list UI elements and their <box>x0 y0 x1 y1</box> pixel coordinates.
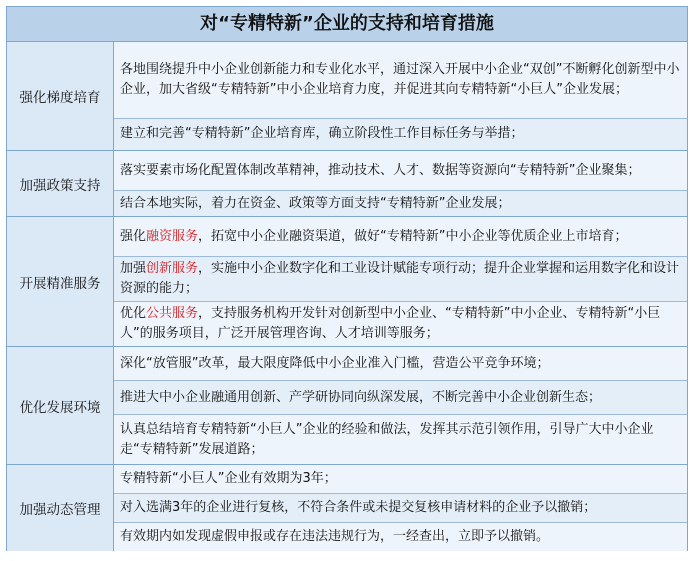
category-label: 加强动态管理 <box>7 465 114 551</box>
measure-item: 强化融资服务，拓宽中小企业融资渠道，做好“专精特新”中小企业等优质企业上市培育； <box>114 217 687 257</box>
measure-item: 深化“放管服”改革，最大限度降低中小企业准入门槛，营造公平竞争环境； <box>114 347 687 381</box>
group-policy-support <box>7 151 687 217</box>
category-label: 加强政策支持 <box>7 151 114 216</box>
group-gradient-cultivation <box>7 42 687 151</box>
measures-table <box>6 6 688 551</box>
highlight-financing-service: 融资服务 <box>146 228 199 244</box>
measure-item: 优化公共服务，支持服务机构开发针对创新型中小企业、“专精特新”中小企业、专精特新“小巨人”的服务项目，广泛开展管理咨询、人才培训等服务； <box>114 302 687 346</box>
measure-item: 落实要素市场化配置体制改革精神，推动技术、人才、数据等资源向“专精特新”企业聚集； <box>114 151 687 191</box>
measure-item: 认真总结培育专精特新“小巨人”企业的经验和做法，发挥其示范引领作用，引导广大中小企业走“专精特新”发展道路； <box>114 415 687 464</box>
measure-item: 加强创新服务，实施中小企业数字化和工业设计赋能专项行动；提升企业掌握和运用数字化和设计资源的能力； <box>114 257 687 302</box>
category-label: 优化发展环境 <box>7 347 114 464</box>
highlight-public-service: 公共服务 <box>146 306 199 321</box>
highlight-innovation-service: 创新服务 <box>146 261 199 276</box>
measure-item: 推进大中小企业融通用创新、产学研协同向纵深发展，不断完善中小企业创新生态； <box>114 381 687 415</box>
measure-item: 对入选满3年的企业进行复核，不符合条件或未提交复核申请材料的企业予以撤销； <box>114 494 687 523</box>
measure-item: 各地围绕提升中小企业创新能力和专业化水平，通过深入开展中小企业“双创”不断孵化创新型中小企业，加大省级“专精特新”中小企业培育力度，并促进其向专精特新“小巨人”企业发展； <box>114 42 687 119</box>
group-dynamic-management <box>7 465 687 551</box>
measure-item: 建立和完善“专精特新”企业培育库，确立阶段性工作目标任务与举措； <box>114 119 687 151</box>
measure-item: 专精特新“小巨人”企业有效期为3年； <box>114 465 687 494</box>
measure-item: 有效期内如发现虚假申报或存在违法违规行为，一经查出，立即予以撤销。 <box>114 523 687 551</box>
group-environment <box>7 347 687 465</box>
table-title: 对“专精特新”企业的支持和培育措施 <box>7 7 687 42</box>
measure-item: 结合本地实际，着力在资金、政策等方面支持“专精特新”企业发展； <box>114 191 687 216</box>
category-label: 开展精准服务 <box>7 217 114 346</box>
group-precise-services <box>7 217 687 347</box>
category-label: 强化梯度培育 <box>7 42 114 150</box>
